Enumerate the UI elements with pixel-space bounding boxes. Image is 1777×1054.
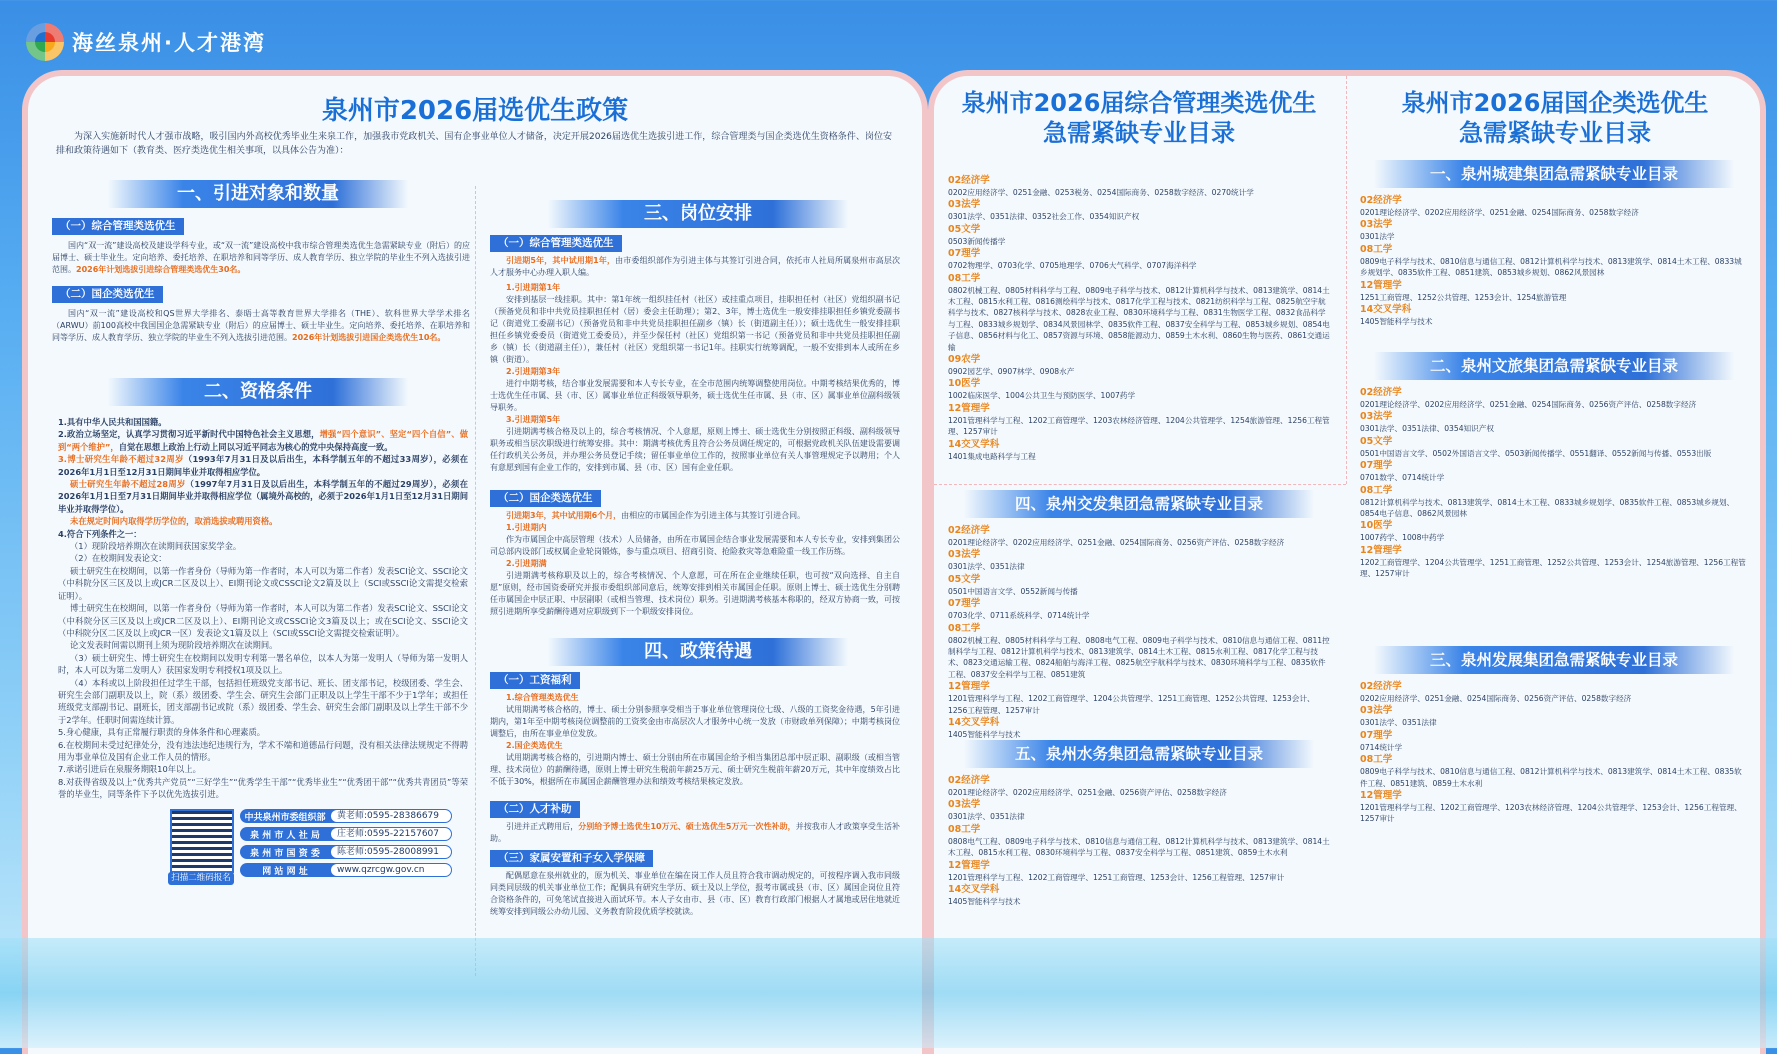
req-4-4: （4）本科或以上阶段担任过学生干部，包括担任班级党支部书记、班长、团支部书记，校级团委、学生会、研究生会部门副职及以上，院（系）级团委、学生会、研究生会部门正职及以上学生干部不少于1学年；或担任班级党支部副书记、副班长，团支部副书记或院（系）级团委、学生会、研究生会部门副职及以上学生干部不少于2学年。任职时间需连续计算。 <box>58 677 468 725</box>
major-category: 05文学 <box>1360 435 1393 447</box>
q1-title: 1.引进期内 <box>506 523 547 532</box>
major-category: 08工学 <box>1360 754 1393 766</box>
major-category: 12管理学 <box>1360 279 1402 291</box>
sec4-a-label: （一）工资福利 <box>490 672 580 689</box>
catalog-panel <box>928 70 1766 1054</box>
major-category: 02经济学 <box>948 175 990 186</box>
column-divider <box>475 186 476 976</box>
fazhan-heading: 三、泉州发展集团急需紧缺专业目录 <box>1374 646 1734 674</box>
major-category: 05文学 <box>948 223 981 235</box>
major-list-text: 0501中国语言文学、0502外国语言文学、0503新闻传播学、0551翻译、0552新闻与传播、0553出版 <box>1360 448 1712 458</box>
major-category: 03法学 <box>1360 705 1393 717</box>
fazhan-list <box>1360 680 1748 825</box>
wenlv-heading: 二、泉州文旅集团急需紧缺专业目录 <box>1374 352 1734 380</box>
major-category: 08工学 <box>1360 243 1393 255</box>
w2-text: 试用期满考核合格的，引进期内博士、硕士分别由所在市属国企给予相当集团总部中层正职、副职级（或相当管理、技术岗位）的薪酬待遇，原则上博士研究生税前年薪25万元、硕士研究生税前年薪20万元，其中年度绩效占比不低于30%，根据所在市属国企薪酬管理办法和绩效考核结果核定发放。 <box>490 753 900 786</box>
w1-text: 试用期满考核合格的，博士、硕士分别参照享受相当于事业单位管理岗位七级、八级的工资奖金待遇，5年引进期内，第1年至中期考核岗位调整前的工资奖金由市高层次人才服务中心统一发放（市财政单列保障）；中期考核岗位调整后，由所在事业单位发放。 <box>490 705 900 738</box>
major-category: 10医学 <box>948 378 981 390</box>
major-category: 08工学 <box>948 272 981 284</box>
website-row[interactable]: 网 站 网 址 www.qzrcgw.gov.cn <box>240 863 452 877</box>
logo-icon <box>26 23 64 61</box>
major-list-text: 0802机械工程、0805材料科学与工程、0809电子科学与技术、0812计算机科学与技术、0813建筑学、0814土木工程、0815水利工程、0816测绘科学与技术、0817化学工程与技术、0821纺织科学与工程、0825航空宇航科学与技术、0827核科学与技术、0828农业工程、0830环境科学与工程、0831生物医学工程、0832食品科学与工程、0833城乡规划学、0834风景园林学、0835软件工程、0837安全科学与工程、0853城乡规划、0854电子信息、0856材料与化工、0857资源与环境、0858能源动力、0859土木水利、0860生物与医药、0861交通运输 <box>948 285 1330 352</box>
policy-title: 泉州市2026届选优生政策 <box>321 96 629 126</box>
qr-label: 扫描二维码报名 <box>168 872 234 885</box>
major-category: 14交叉学科 <box>948 884 1000 896</box>
major-list-text: 1401集成电路科学与工程 <box>948 451 1036 461</box>
sea-decoration <box>0 938 1777 1048</box>
w2-title: 2.国企类选优生 <box>506 741 563 750</box>
major-list-text: 1251工商管理、1252公共管理、1253会计、1254旅游管理 <box>1360 292 1567 302</box>
qr-code[interactable] <box>170 809 234 873</box>
major-list-text: 0201理论经济学、0202应用经济学、0251金融、0254国际商务、0256资产评估、0258数字经济 <box>1360 400 1697 409</box>
major-category: 02经济学 <box>1360 681 1402 692</box>
req-4-3: （3）硕士研究生、博士研究生在校期间以发明专利第一署名单位，以本人为第一发明人（导师为第一发明人时，本人可以为第二发明人）获国家发明专利授权1项及以上。 <box>58 652 468 676</box>
major-list-text: 0808电气工程、0809电子科学与技术、0810信息与通信工程、0812计算机科学与技术、0813建筑学、0814土木工程、0815水利工程、0830环境科学与工程、0837安全科学与工程、0851建筑、0859土木水利 <box>948 836 1330 858</box>
shuiwu-list <box>948 774 1330 907</box>
section3-heading: 三、岗位安排 <box>548 200 848 228</box>
chengjian-list <box>1360 194 1748 327</box>
major-list-text: 0301法学、0351法律、0352社会工作、0354知识产权 <box>948 212 1140 222</box>
column-divider <box>1346 76 1347 484</box>
policy-panel <box>22 70 928 1054</box>
req-7: 7.承诺引进后在泉服务期限10年以上。 <box>58 764 201 775</box>
major-list-text: 1405智能科学与技术 <box>948 897 1021 907</box>
period-2-title: 2.引进期第3年 <box>506 367 561 376</box>
logo-text: 海丝泉州·人才港湾 <box>72 31 266 55</box>
major-list-text: 1201管理科学与工程、1202工商管理学、1204公共管理学、1251工商管理、1252公共管理、1253会计、1256工程管理、1257审计 <box>948 694 1315 715</box>
major-category: 05文学 <box>948 573 981 585</box>
major-category: 08工学 <box>1360 484 1393 496</box>
major-category: 12管理学 <box>948 681 990 693</box>
catalog-title-b: 泉州市2026届国企类选优生 急需紧缺专业目录 <box>1401 89 1709 147</box>
req-4-1: （1）现阶段培养期次在读期间获国家奖学金。 <box>70 541 242 552</box>
requirements <box>58 416 468 801</box>
sec3-b-text: 引进期3年，其中试用期6个月，由相应的市属国企作为引进主体与其签订引进合同。 1.引进期内 作为市属国企中高层管理（技术）人员储备，由所在市属国企结合事业发展需要和本人专长专业，安排到集团公司总部内设部门或权属企业轮岗锻炼，参与重点项目、招商引资、抢险救灾等急难险重一线工作历练。 2.引进期满 引进期满考核称职及以上的，综合考核情况、个人意愿，可在所在企业继续任职，也可按“双向选择、自主自愿”原则，经市国资委研究并报市委组织部同意后，统筹安排到相关市属国企任职。原则上博士、硕士选优生分别聘任市属国企中层正职、中层副职（或相当管理、技术岗位）职务。引进期满考核基本称职的，经双方协商一致，可按照引进期所享受薪酬待遇对应职级到下一个职级安排岗位。 <box>490 511 900 616</box>
major-category: 02经济学 <box>1360 195 1402 206</box>
period-2-text: 进行中期考核，结合事业发展需要和本人专长专业，在全市范围内统筹调整使用岗位。中期考核结果优秀的，博士选优生任市属、县（市、区）属事业单位正科级领导职务，硕士选优生任市属、县（市、区）属事业单位副科级领导职务。 <box>490 379 900 412</box>
major-list-text: 0301法学、0351法律 <box>948 812 1025 822</box>
major-list-text: 1405智能科学与技术 <box>948 730 1021 740</box>
req-2: 2.政治立场坚定，认真学习贯彻习近平新时代中国特色社会主义思想，增强“四个意识”、坚定“四个自信”、做到“两个维护”，自觉在思想上政治上行动上同以习近平同志为核心的党中央保持高度一致。 <box>58 429 468 452</box>
major-list-text: 1405智能科学与技术 <box>1360 317 1433 327</box>
req-4-2b: 博士研究生在校期间，以第一作者身份（导师为第一作者时，本人可以为第二作者）发表SCI论文、SSCI论文（中科院分区三区及以上或JCR二区及以上）、EI期刊论文或CSSCI论文3篇及以上；或在SCI论文、SSCI论文（中科院分区二区及以上或JCR一区）发表论文1篇及以上（SCI或SSCI论文需提交检索证明）。 <box>58 603 468 638</box>
sec1-b-text: 国内“双一流”建设高校和QS世界大学排名、泰晤士高等教育世界大学排名（THE）、软科世界大学学术排名（ARWU）前100高校中我国国企急需紧缺专业（附后）的应届博士、硕士毕业生。定向培养、委托培养、在职培养和同等学历、成人教育学历、独立学院的毕业生不列入选拔引进范围。2026年计划选拔引进国企类选优生10名。 <box>52 309 470 342</box>
major-category: 02经济学 <box>948 525 990 536</box>
period-3-text: 引进期满考核合格及以上的，综合考核情况、个人意愿，原则上博士、硕士选优生分别按照正科级、副科级领导职务或相当层次职级进行统筹安排。其中：期满考核优秀且符合公务员调任规定的，可根据党政机关队伍建设需要调任行政机关公务员，并办理公务员登记手续；留任事业单位工作的，按照事业单位有关人事管理规定予以聘用；个人有意愿到国有企业工作的，安排到市属、县（市、区）国有企业任职。 <box>490 427 900 472</box>
major-category: 07理学 <box>948 598 981 610</box>
major-category: 12管理学 <box>948 402 990 414</box>
major-list-text: 0812计算机科学与技术、0813建筑学、0814土木工程、0833城乡规划学、0835软件工程、0853城乡规划、0854电子信息、0862风景园林 <box>1360 497 1735 519</box>
major-list-text: 1202工商管理学、1204公共管理学、1251工商管理、1252公共管理、1253会计、1254旅游管理、1256工程管理、1257审计 <box>1360 557 1746 579</box>
req-1: 1.具有中华人民共和国国籍。 <box>58 417 167 427</box>
contact-row: 泉 州 市 国 资 委 陈老师:0595-28008991 <box>240 845 452 859</box>
major-category: 03法学 <box>1360 219 1393 231</box>
req-6: 6.在校期间未受过纪律处分，没有违法违纪违规行为，学术不端和道德品行问题，没有相关法律法规规定不得聘用为事业单位及国有企业工作人员的情形。 <box>58 739 468 762</box>
major-category: 08工学 <box>948 622 981 634</box>
sec4-b-text: 引进并正式聘用后，分别给予博士选优生10万元、硕士选优生5万元一次性补助，并按我市人才政策享受生活补助。 <box>490 822 901 843</box>
sec3-a-periods <box>490 282 900 474</box>
major-list-text: 0902园艺学、0907林学、0908水产 <box>948 367 1075 377</box>
major-list-text: 0702物理学、0703化学、0705地理学、0706大气科学、0707海洋科学 <box>948 261 1197 271</box>
req-3-master: 硕士研究生年龄不超过28周岁（1997年7月31日及以后出生，本科学制五年的不超过29周岁），必须在2026年1月1日至7月31日期间毕业并取得相应学位（属境外高校的，必须于2026年1月1日至12月31日期间毕业并取得学位）。 <box>58 479 468 514</box>
req-4-2c: 论文发表时间需以期刊上须为现阶段培养期次在读期间。 <box>70 640 278 651</box>
major-category: 12管理学 <box>1360 544 1402 556</box>
major-category: 03法学 <box>948 549 981 561</box>
major-list-text: 1002临床医学、1004公共卫生与预防医学、1007药学 <box>948 391 1136 401</box>
major-list-text: 1201管理科学与工程、1202工商管理学、1203农林经济管理、1204公共管理学、1253会计、1256工程管理、1257审计 <box>1360 803 1742 824</box>
shuiwu-heading: 五、泉州水务集团急需紧缺专业目录 <box>964 740 1314 768</box>
req-3: 3.博士研究生年龄不超过32周岁（1993年7月31日及以后出生，本科学制五年的不超过33周岁），必须在2026年1月1日至12月31日期间毕业并取得相应学位。 <box>58 454 468 477</box>
q1-text: 作为市属国企中高层管理（技术）人员储备，由所在市属国企结合事业发展需要和本人专长专业，安排到集团公司总部内设部门或权属企业轮岗锻炼，参与重点项目、招商引资、抢险救灾等急难险重一线工作历练。 <box>490 535 900 556</box>
major-list-text: 0503新闻传播学 <box>948 236 1006 246</box>
row-divider <box>934 484 1346 485</box>
major-list-text: 0201理论经济学、0202应用经济学、0251金融、0254国际商务、0258数字经济 <box>1360 208 1639 217</box>
major-list-text: 0301法学、0351法律 <box>948 562 1025 572</box>
major-list-text: 0802机械工程、0805材料科学与工程、0808电气工程、0809电子科学与技术、0810信息与通信工程、0811控制科学与工程、0812计算机科学与技术、0813建筑学、0814土木工程、0815水利工程、0817化学工程与技术、0823交通运输工程、0824船舶与海洋工程、0825航空宇航科学与技术、0830环境科学与工程、0835软件工程、0837安全科学与工程、0851建筑 <box>948 635 1330 679</box>
major-category: 08工学 <box>948 823 981 835</box>
wenlv-list <box>1360 386 1748 580</box>
contact-row: 中共泉州市委组织部 黄老师:0595-28386679 <box>240 809 452 823</box>
sec1-a-text: 国内“双一流”建设高校及建设学科专业，或“双一流”建设高校中我市综合管理类选优生急需紧缺专业（附后）的应届博士、硕士毕业生。定向培养、委托培养、在职培养和同等学历、成人教育学历、独立学院的毕业生不列入选拔引进范围。2026年计划选拔引进综合管理类选优生30名。 <box>52 241 470 274</box>
major-list-text: 1201管理科学与工程、1202工商管理学、1251工商管理、1253会计、1256工程管理、1257审计 <box>948 872 1285 882</box>
major-category: 03法学 <box>1360 411 1393 423</box>
sec4-b-label: （二）人才补助 <box>490 801 580 818</box>
major-category: 02经济学 <box>948 775 990 786</box>
zonghe-list <box>948 174 1330 462</box>
section2-heading: 二、资格条件 <box>108 378 408 406</box>
req-8: 8.对获得省级及以上“优秀共产党员”“三好学生”“优秀学生干部”“优秀毕业生”“优秀团干部”“优秀共青团员”等荣誉的毕业生，同等条件下予以优先选拔引进。 <box>58 776 468 800</box>
major-list-text: 0202应用经济学、0251金融、0254国际商务、0256资产评估、0258数字经济 <box>1360 694 1632 703</box>
sec3-a-text: 引进期5年，其中试用期1年，由市委组织部作为引进主体与其签订引进合同，依托市人社局所属泉州市高层次人才服务中心办理入职人编。 <box>490 256 900 277</box>
major-list-text: 0703化学、0711系统科学、0714统计学 <box>948 611 1090 621</box>
major-list-text: 0301法学、0351法律、0354知识产权 <box>1360 424 1494 434</box>
q2-title: 2.引进期满 <box>506 559 547 568</box>
catalog-title-a: 泉州市2026届综合管理类选优生 急需紧缺专业目录 <box>961 89 1317 147</box>
period-1-text: 安排到基层一线挂职。其中：第1年统一组织挂任村（社区）或挂重点项目，挂职担任村（社区）党组织副书记（预备党员和非中共党员挂职担任村（居）委会主任助理）；第2、3年，博士选优生一般安排挂职担任乡镇党委副书记（街道党工委副书记）（预备党员和非中共党员挂职担任副乡（镇）长（街道副主任））；硕士选优生一般安排挂职担任乡镇党委委员（街道党工委委员），并至少保任村（社区）党组织第一书记（预备党员和非中共党员挂职担任副乡（镇）长（街道副主任）），兼任村（社区）党组织第一书记1年。挂职实行统筹调配，一般不安排到本人或所在乡镇（街道）。 <box>490 295 900 364</box>
major-category: 03法学 <box>948 799 981 811</box>
contact-row: 泉 州 市 人 社 局 庄老师:0595-22157607 <box>240 827 452 841</box>
period-1-title: 1.引进期第1年 <box>506 283 561 292</box>
sec1-b-label: （二）国企类选优生 <box>52 286 163 303</box>
major-list-text: 1007药学、1008中药学 <box>1360 533 1445 543</box>
major-category: 10医学 <box>1360 520 1393 532</box>
sec3-b-label: （二）国企类选优生 <box>490 490 601 507</box>
major-list-text: 0714统计学 <box>1360 742 1403 752</box>
major-list-text: 0501中国语言文学、0552新闻与传播 <box>948 586 1078 596</box>
major-category: 12管理学 <box>948 859 990 871</box>
major-list-text: 1201管理科学与工程、1202工商管理学、1203农林经济管理、1204公共管理学、1254旅游管理、1256工程管理、1257审计 <box>948 415 1330 437</box>
major-list-text: 0201理论经济学、0202应用经济学、0251金融、0256资产评估、0258数字经济 <box>948 788 1227 797</box>
logo <box>26 20 266 64</box>
major-category: 14交叉学科 <box>1360 304 1412 316</box>
major-category: 07理学 <box>1360 729 1393 741</box>
section1-heading: 一、引进对象和数量 <box>108 180 408 208</box>
major-category: 02经济学 <box>1360 387 1402 398</box>
sec4-a-text <box>490 692 900 788</box>
major-category: 09农学 <box>948 354 981 366</box>
major-list-text: 0809电子科学与技术、0810信息与通信工程、0812计算机科学与技术、0813建筑学、0814土木工程、0833城乡规划学、0835软件工程、0851建筑、0853城乡规划、0862风景园林 <box>1360 256 1742 278</box>
major-list-text: 0201理论经济学、0202应用经济学、0251金融、0254国际商务、0256资产评估、0258数字经济 <box>948 538 1285 547</box>
sec4-c-label: （三）家属安置和子女入学保障 <box>490 850 653 867</box>
sec4-c-text: 配偶愿意在泉州就业的，原为机关、事业单位在编在岗工作人员且符合我市调动规定的，可按程序调入我市同级同类同层级的机关事业单位工作；配偶具有研究生学历、硕士及以上学位，报考市属或县（市、区）属国企岗位且符合资格条件的，可免笔试直接进入面试环节。本人子女由市、县（市、区）教育行政部门根据人才属地或居住地就近统筹安排到同级公办幼儿园、义务教育阶段优质学校就读。 <box>490 871 900 916</box>
req-3-note: 未在规定时间内取得学历学位的，取消选拔或聘用资格。 <box>70 516 278 527</box>
major-list-text: 0202应用经济学、0251金融、0253税务、0254国际商务、0258数字经济、0270统计学 <box>948 188 1254 197</box>
period-3-title: 3.引进期第5年 <box>506 415 561 424</box>
major-list-text: 0301法学 <box>1360 232 1395 242</box>
jiaofa-heading: 四、泉州交发集团急需紧缺专业目录 <box>964 490 1314 518</box>
q2-text: 引进期满考核称职及以上的，综合考核情况、个人意愿，可在所在企业继续任职，也可按“双向选择、自主自愿”原则，经市国资委研究并报市委组织部同意后，统筹安排到相关市属国企任职。原则上博士、硕士选优生分别聘任市属国企中层正职、中层副职（或相当管理、技术岗位）职务。引进期满考核基本称职的，经双方协商一致，可按照引进期所享受薪酬待遇对应职级到下一个职级安排岗位。 <box>490 571 900 616</box>
major-list-text: 0809电子科学与技术、0810信息与通信工程、0812计算机科学与技术、0813建筑学、0814土木工程、0835软件工程、0851建筑、0859土木水利 <box>1360 767 1742 788</box>
w1-title: 1.综合管理类选优生 <box>506 693 579 702</box>
section4-heading: 四、政策待遇 <box>548 638 848 666</box>
major-category: 03法学 <box>948 199 981 211</box>
req-5: 5.身心健康，具有正常履行职责的身体条件和心理素质。 <box>58 727 266 738</box>
chengjian-heading: 一、泉州城建集团急需紧缺专业目录 <box>1374 160 1734 188</box>
major-category: 14交叉学科 <box>948 438 1000 450</box>
req-4-2: （2）在校期间发表论文： <box>70 553 167 564</box>
jiaofa-list <box>948 524 1330 740</box>
sec1-a-label: （一）综合管理类选优生 <box>52 218 184 235</box>
req-4: 4.符合下列条件之一： <box>58 528 142 539</box>
major-category: 07理学 <box>948 248 981 260</box>
major-list-text: 0701数学、0714统计学 <box>1360 473 1445 483</box>
major-category: 07理学 <box>1360 460 1393 472</box>
sec3-a-label: （一）综合管理类选优生 <box>490 235 622 252</box>
major-list-text: 0301法学、0351法律 <box>1360 718 1437 728</box>
major-category: 14交叉学科 <box>948 717 1000 729</box>
major-category: 12管理学 <box>1360 790 1402 802</box>
intro-text: 为深入实施新时代人才强市战略，吸引国内外高校优秀毕业生来泉工作，加强我市党政机关、国有企事业单位人才储备，决定开展2026届选优生选拔引进工作，综合管理类与国企类选优生资格条件、岗位安排和政策待遇如下（教育类、医疗类选优生相关事项，以具体公告为准）： <box>56 132 892 156</box>
req-4-2a: 硕士研究生在校期间，以第一作者身份（导师为第一作者时，本人可以为第二作者）发表SCI论文、SSCI论文（中科院分区三区及以上或JCR二区及以上）、EI期刊论文或CSSCI论文2篇及以上（SCI或SSCI论文需提交检索证明）。 <box>58 565 468 601</box>
